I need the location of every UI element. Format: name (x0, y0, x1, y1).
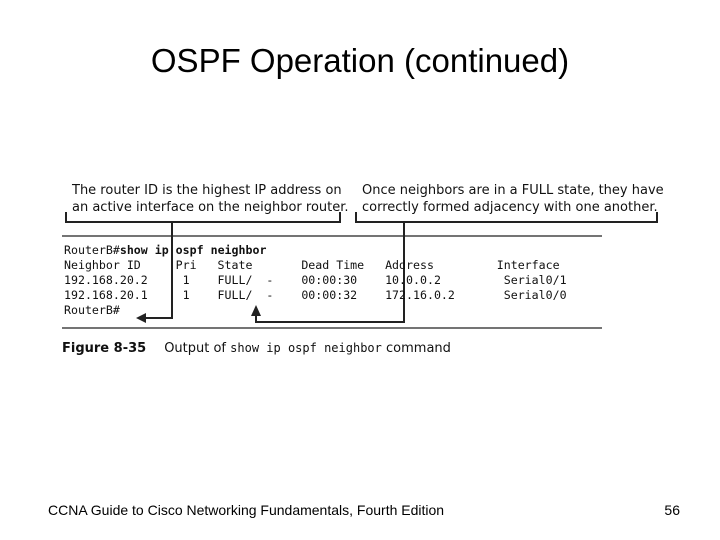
figure-caption (62, 341, 451, 356)
right-callout-bracket (356, 212, 657, 222)
router-id-callout-line-1: The router ID is the highest IP address on (72, 183, 342, 198)
terminal-prompt: RouterB# (64, 243, 120, 257)
footer-book-title: CCNA Guide to Cisco Networking Fundamentals, Fourth Edition (48, 502, 445, 518)
terminal-command: show ip ospf neighbor (119, 243, 267, 257)
terminal-output (64, 243, 567, 318)
figure-label: Figure 8-35 (62, 341, 147, 356)
caption-text-suffix: command (386, 341, 451, 356)
caption-text-prefix: Output of (164, 341, 227, 356)
slide-title: OSPF Operation (continued) (150, 42, 570, 79)
terminal-command-line (64, 243, 567, 258)
page-number: 56 (664, 502, 680, 518)
terminal-neighbor-row: 192.168.20.1 1 FULL/ - 00:00:32 172.16.0.2 Serial0/0 (64, 288, 567, 302)
caption-command: show ip ospf neighbor (230, 341, 382, 355)
full-state-callout-line-1: Once neighbors are in a FULL state, they have (362, 183, 664, 198)
terminal-final-prompt: RouterB# (64, 303, 120, 317)
full-state-callout-line-2: correctly formed adjacency with one another. (362, 200, 658, 215)
terminal-header-row: Neighbor ID Pri State Dead Time Address Interface (64, 258, 560, 272)
terminal-neighbor-row: 192.168.20.2 1 FULL/ - 00:00:30 10.0.0.2 Serial0/1 (64, 273, 567, 287)
left-callout-bracket (66, 212, 340, 222)
router-id-callout-line-2: an active interface on the neighbor router. (72, 200, 349, 215)
